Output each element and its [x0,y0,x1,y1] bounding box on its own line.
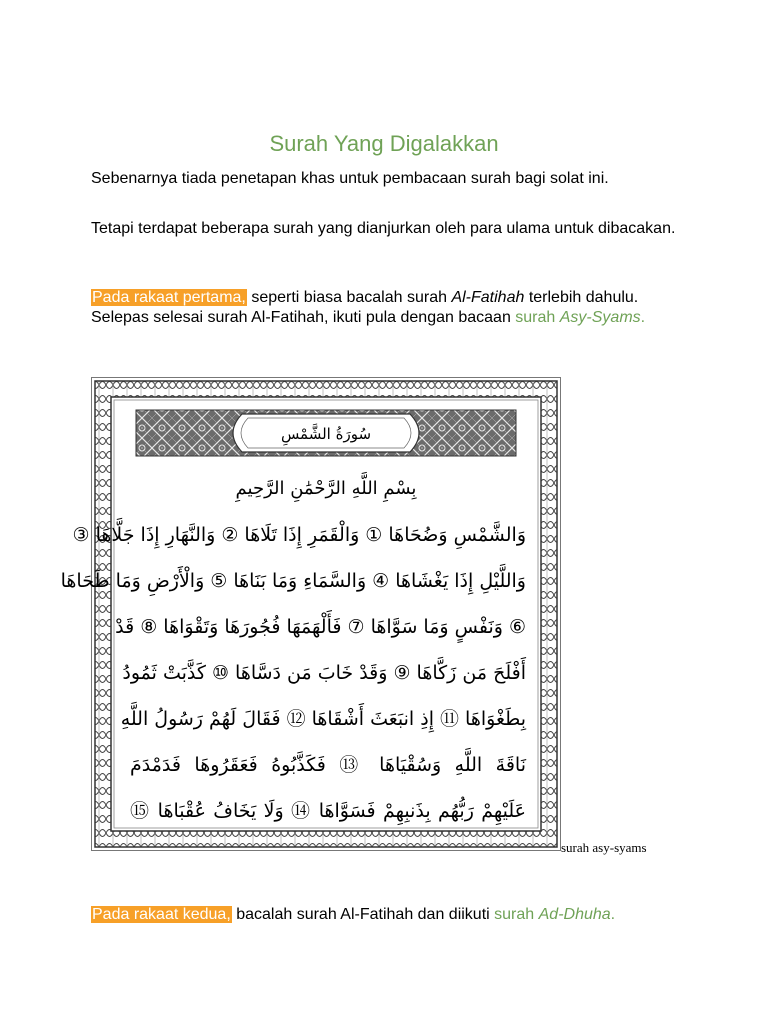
ayah-line: وَالشَّمْسِ وَضُحَاهَا ① وَالْقَمَرِ إِذَا تَلَاهَا ② وَالنَّهَارِ إِذَا جَلَّاهَا ③ [72,524,526,546]
ad-dhuha-period: . [610,906,616,923]
first-rakaat-text-b: terlebih dahulu. Selepas selesai surah Al-Fatihah, ikuti pula dengan bacaan [91,289,639,326]
second-rakaat-text: bacalah surah Al-Fatihah dan diikuti [231,906,495,923]
recommendation-paragraph [91,219,691,239]
ayah-line: أَفْلَحَ مَن زَكَّاهَا ⑨ وَقَدْ خَابَ مَن دَسَّاهَا ⑩ كَذَّبَتْ ثَمُودُ [122,662,526,684]
asy-syams-link[interactable]: Asy-Syams [559,309,641,326]
ayah-line: نَاقَةَ اللَّهِ وَسُقْيَاهَا ⑬ فَكَذَّبُوهُ فَعَقَرُوهَا فَدَمْدَمَ [130,754,526,776]
asy-syams-period: . [640,309,646,326]
ayah-line: وَاللَّيْلِ إِذَا يَغْشَاهَا ④ وَالسَّمَاءِ وَمَا بَنَاهَا ⑤ وَالْأَرْضِ وَمَا طَحَاهَا [60,570,526,592]
image-caption: surah asy-syams [561,840,647,855]
ayat-block [60,512,526,834]
first-rakaat-text-a: seperti biasa bacalah surah [246,289,452,306]
ad-dhuha-link[interactable]: Ad-Dhuha [538,906,611,923]
surah-link-prefix[interactable]: surah [515,309,560,326]
surah-link-prefix[interactable]: surah [494,906,539,923]
intro-text: Sebenarnya tiada penetapan khas untuk pembacaan surah bagi solat ini. [91,170,609,187]
al-fatihah-name: Al-Fatihah [451,289,525,306]
basmala: بِسْمِ اللَّهِ الرَّحْمَٰنِ الرَّحِيمِ [235,478,417,499]
recommendation-text: Tetapi terdapat beberapa surah yang dianjurkan oleh para ulama untuk dibacakan. [91,220,676,237]
second-rakaat-highlight: Pada rakaat kedua, [92,906,231,923]
page-title: Surah Yang Digalakkan [269,131,499,156]
ayah-line: بِطَغْوَاهَا ⑪ إِذِ انبَعَثَ أَشْقَاهَا ⑫ فَقَالَ لَهُمْ رَسُولُ اللَّهِ [120,708,526,730]
intro-paragraph [91,169,691,189]
first-rakaat-highlight: Pada rakaat pertama, [92,289,246,306]
ayah-line: عَلَيْهِمْ رَبُّهُم بِذَنبِهِمْ فَسَوَّاهَا ⑭ وَلَا يَخَافُ عُقْبَاهَا ⑮ [130,800,526,822]
first-rakaat-paragraph [91,288,691,328]
surah-name-plaque: سُورَةُ الشَّمْسِ [280,425,372,443]
ayah-line: ⑥ وَنَفْسٍ وَمَا سَوَّاهَا ⑦ فَأَلْهَمَهَا فُجُورَهَا وَتَقْوَاهَا ⑧ قَدْ [115,616,526,638]
second-rakaat-paragraph [91,905,691,925]
surah-asy-syams-image [60,377,561,851]
